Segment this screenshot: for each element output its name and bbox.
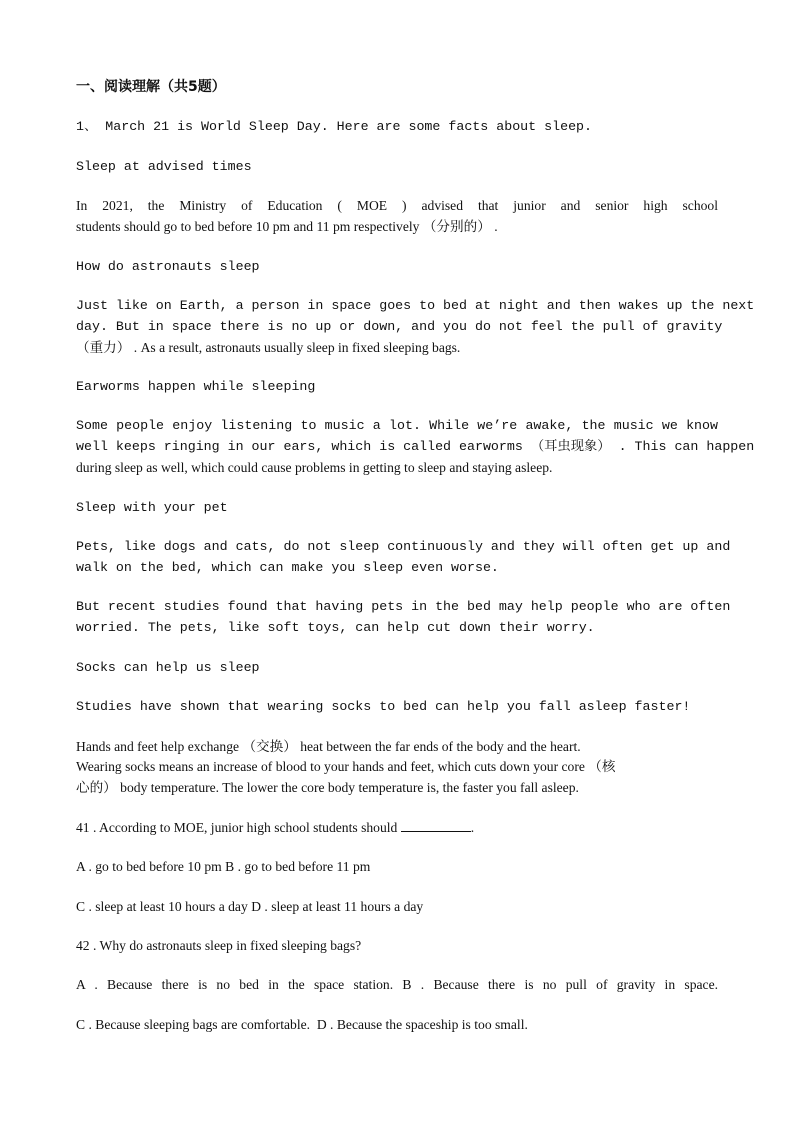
- paragraph-line: Hands and feet help exchange （交换） heat between the far ends of the body and the heart.: [76, 739, 581, 754]
- paragraph-line: day. But in space there is no up or down, and you do not feel the pull of gravity: [76, 319, 723, 334]
- question-41-options-ab: [76, 856, 718, 877]
- paragraph-line: students should go to bed before 10 pm and 11 pm respectively （分别的） .: [76, 219, 498, 234]
- option-b: B . Because there is no pull of gravity in space.: [402, 977, 718, 992]
- option-a: A . Because there is no bed in the space station.: [76, 977, 394, 992]
- option-d: D . sleep at least 11 hours a day: [251, 899, 424, 914]
- passage-intro: 1、 March 21 is World Sleep Day. Here are some facts about sleep.: [76, 119, 593, 134]
- paragraph-line: during sleep as well, which could cause problems in getting to sleep and staying asleep.: [76, 460, 553, 475]
- section-heading: 一、阅读理解（共5题）: [76, 79, 226, 95]
- paragraph-line: well keeps ringing in our ears, which is called earworms （耳虫现象） . This can happen: [76, 439, 755, 454]
- section-title-pets: Sleep with your pet: [76, 500, 228, 515]
- question-42-options-cd: [76, 1014, 718, 1035]
- section-title-advised-times: Sleep at advised times: [76, 159, 252, 174]
- question-stem-end: .: [470, 820, 475, 835]
- section-title-earworms: Earworms happen while sleeping: [76, 379, 316, 394]
- section-title-astronauts: How do astronauts sleep: [76, 259, 260, 274]
- question-41-options-cd: [76, 896, 718, 917]
- paragraph-line: Wearing socks means an increase of blood to your hands and feet, which cuts down your core （核: [76, 759, 616, 774]
- question-stem-text: 41 . According to MOE, junior high school students should: [76, 820, 398, 835]
- paragraph-line: （重力） . As a result, astronauts usually sleep in fixed sleeping bags.: [76, 340, 461, 355]
- question-42-stem: 42 . Why do astronauts sleep in fixed sleeping bags?: [76, 938, 362, 953]
- paragraph-line: walk on the bed, which can make you sleep even worse.: [76, 560, 499, 575]
- paragraph-line: In 2021, the Ministry of Education ( MOE ) advised that junior and senior high school: [76, 198, 718, 213]
- paragraph-line: worried. The pets, like soft toys, can help cut down their worry.: [76, 620, 595, 635]
- answer-blank[interactable]: [401, 817, 471, 832]
- option-c: C . Because sleeping bags are comfortable.: [76, 1017, 311, 1032]
- option-d: D . Because the spaceship is too small.: [316, 1017, 528, 1032]
- paragraph-line: Pets, like dogs and cats, do not sleep continuously and they will often get up and: [76, 539, 731, 554]
- paragraph-line: Studies have shown that wearing socks to bed can help you fall asleep faster!: [76, 699, 691, 714]
- paragraph-line: Some people enjoy listening to music a lot. While we’re awake, the music we know: [76, 418, 718, 433]
- question-42-options-ab: [76, 974, 718, 995]
- paragraph-line: But recent studies found that having pets in the bed may help people who are often: [76, 599, 731, 614]
- question-41-stem: [76, 817, 718, 838]
- option-c: C . sleep at least 10 hours a day: [76, 899, 248, 914]
- option-b: B . go to bed before 11 pm: [225, 859, 371, 874]
- paragraph-line: 心的） body temperature. The lower the core body temperature is, the faster you fall asleep.: [76, 780, 579, 795]
- option-a: A . go to bed before 10 pm: [76, 859, 222, 874]
- paragraph-line: Just like on Earth, a person in space goes to bed at night and then wakes up the next: [76, 298, 755, 313]
- section-title-socks: Socks can help us sleep: [76, 660, 260, 675]
